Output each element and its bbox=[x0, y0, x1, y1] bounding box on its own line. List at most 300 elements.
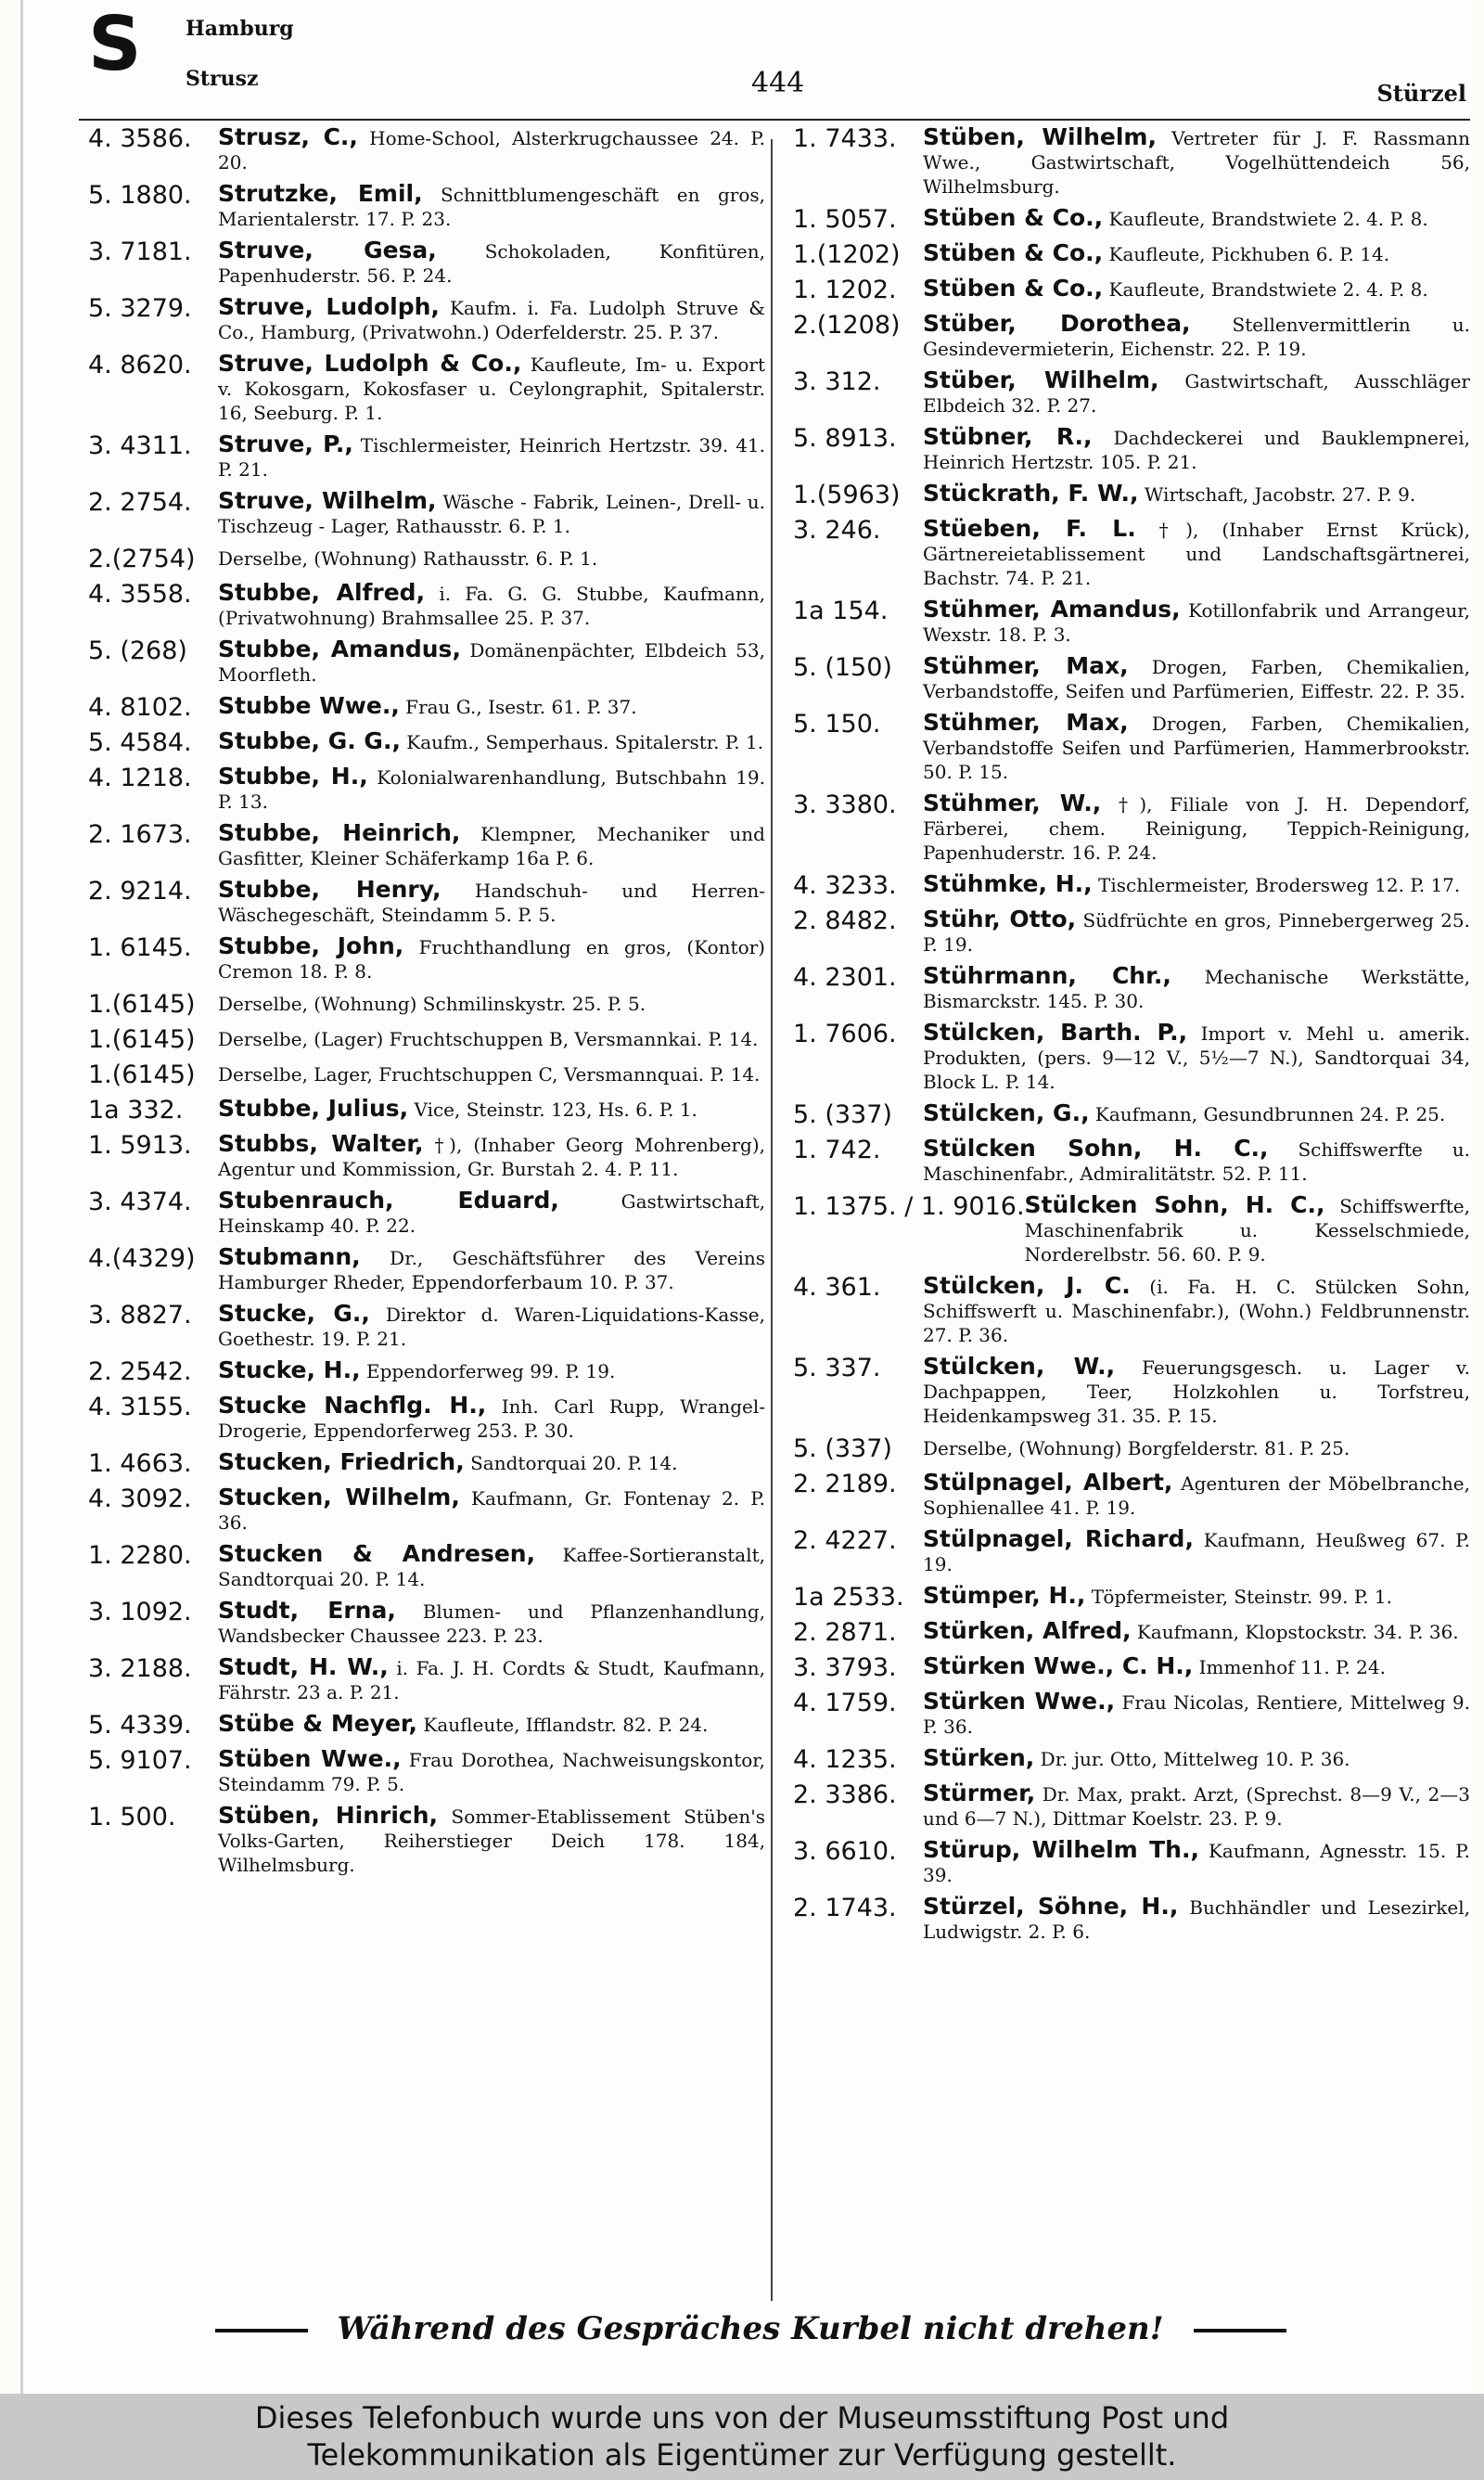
directory-entry bbox=[88, 1097, 765, 1124]
directory-entry bbox=[88, 1302, 765, 1351]
entry-body bbox=[218, 1542, 765, 1591]
directory-entry bbox=[88, 694, 765, 722]
entry-details: Frau G., Isestr. 61. P. 37. bbox=[399, 696, 637, 718]
subscriber-name: Stubbe, Amandus, bbox=[218, 636, 461, 662]
subscriber-name: Struve, Wilhelm, bbox=[218, 487, 437, 514]
entry-body bbox=[218, 1189, 765, 1238]
entry-body bbox=[218, 1804, 765, 1877]
entry-body bbox=[923, 312, 1470, 361]
directory-entry bbox=[793, 1895, 1470, 1944]
subscriber-name: Stucken, Wilhelm, bbox=[218, 1484, 460, 1510]
directory-entry bbox=[88, 489, 765, 538]
entry-body bbox=[923, 1690, 1470, 1739]
subscriber-name: Stubbs, Walter, bbox=[218, 1130, 424, 1157]
phone-number: 1.(1202) bbox=[793, 240, 901, 269]
entry-body bbox=[218, 432, 765, 482]
directory-entry bbox=[793, 598, 1470, 647]
entry-body bbox=[218, 182, 765, 231]
entry-body bbox=[218, 991, 765, 1016]
subscriber-name: Stühmke, H., bbox=[923, 870, 1093, 897]
phone-number: 1. 1375. / 1. 9016. bbox=[793, 1192, 1025, 1221]
subscriber-name: Stüben, Hinrich, bbox=[218, 1802, 439, 1829]
phone-number: 2. 8482. bbox=[793, 906, 897, 935]
phone-number: 1. 742. bbox=[793, 1136, 881, 1164]
directory-entry bbox=[88, 581, 765, 630]
entry-body bbox=[923, 1137, 1470, 1186]
phone-number: 4. 8102. bbox=[88, 693, 192, 722]
entry-details: Schnittblumengeschäft en gros, Marientalerstr. 17. P. 23. bbox=[218, 184, 765, 230]
subscriber-name: Stürken, Alfred, bbox=[923, 1617, 1132, 1644]
subscriber-name: Stüber, Wilhelm, bbox=[923, 366, 1159, 393]
directory-entry bbox=[793, 791, 1470, 865]
entry-details: Drogen, Farben, Chemikalien, Verbandstoffe, Seifen und Parfümerien, Eiffestr. 22. P. 35. bbox=[923, 656, 1470, 702]
entry-body bbox=[923, 1274, 1470, 1347]
phone-number: 5. 150. bbox=[793, 710, 881, 739]
entry-body bbox=[218, 765, 765, 814]
entry-body bbox=[923, 1746, 1470, 1771]
directory-entry bbox=[88, 1599, 765, 1648]
slogan-dash-right bbox=[1194, 2329, 1286, 2332]
directory-entry bbox=[793, 241, 1470, 269]
header-range-first-entry: Strusz bbox=[186, 67, 259, 91]
entry-details: Frau Nicolas, Rentiere, Mittelweg 9. P. 36. bbox=[923, 1691, 1470, 1738]
phone-number: 3. 4311. bbox=[88, 431, 192, 460]
entry-body bbox=[923, 1895, 1470, 1944]
phone-number: 4. 361. bbox=[793, 1273, 881, 1302]
directory-entry bbox=[88, 1132, 765, 1181]
entry-details: †), Filiale von J. H. Dependorf, Färberei, chem. Reinigung, Teppich-Reinigung, Papenhuderstr. 16. P. 24. bbox=[923, 793, 1470, 864]
subscriber-name: Stubenrauch, Eduard, bbox=[218, 1187, 559, 1214]
entry-details: Kaufmann, Gesundbrunnen 24. P. 25. bbox=[1089, 1103, 1446, 1125]
entry-details: Gastwirtschaft, Ausschläger Elbdeich 32. P. 27. bbox=[923, 370, 1470, 417]
slogan-text: Während des Gespräches Kurbel nicht drehen! bbox=[337, 2310, 1164, 2347]
column-divider bbox=[771, 139, 773, 2301]
phone-number: 5. (150) bbox=[793, 653, 892, 682]
subscriber-name: Stülpnagel, Albert, bbox=[923, 1469, 1173, 1496]
directory-entry bbox=[793, 368, 1470, 418]
subscriber-name: Stülcken, G., bbox=[923, 1099, 1090, 1126]
entry-details: Dr. jur. Otto, Mittelweg 10. P. 36. bbox=[1034, 1748, 1350, 1770]
phone-number: 1. 500. bbox=[88, 1803, 176, 1831]
entry-body bbox=[218, 1302, 765, 1351]
directory-entry bbox=[88, 295, 765, 344]
entry-details: Derselbe, Lager, Fruchtschuppen C, Versmannquai. P. 14. bbox=[218, 1063, 761, 1086]
entry-body bbox=[218, 878, 765, 927]
entry-details: Import v. Mehl u. amerik. Produkten, (pers. 9—12 V., 5½—7 N.), Sandtorquai 34, Block L. P. 14. bbox=[923, 1022, 1470, 1093]
subscriber-name: Strutzke, Emil, bbox=[218, 180, 423, 207]
entry-body bbox=[923, 206, 1470, 231]
subscriber-name: Stubbe, Julius, bbox=[218, 1095, 409, 1122]
directory-entry bbox=[88, 934, 765, 983]
entry-body bbox=[218, 637, 765, 687]
directory-entry bbox=[793, 1021, 1470, 1094]
phone-number: 4. 1218. bbox=[88, 764, 192, 792]
subscriber-name: Stüben Wwe., bbox=[218, 1745, 402, 1772]
section-letter: S bbox=[88, 1, 142, 87]
entry-details: i. Fa. J. H. Cordts & Studt, Kaufmann, Fährstr. 23 a. P. 21. bbox=[218, 1657, 765, 1703]
entry-details: Mechanische Werkstätte, Bismarckstr. 145. P. 30. bbox=[923, 966, 1470, 1012]
subscriber-name: Stüben & Co., bbox=[923, 239, 1104, 266]
entry-details: Feuerungsgesch. u. Lager v. Dachpappen, Teer, Holzkohlen u. Torfstreu, Heidenkampsweg 31. 35. P. 15. bbox=[923, 1356, 1470, 1427]
phone-number: 4.(4329) bbox=[88, 1244, 196, 1273]
phone-number: 4. 3233. bbox=[793, 871, 897, 900]
entry-details: Vice, Steinstr. 123, Hs. 6. P. 1. bbox=[408, 1099, 697, 1121]
phone-number: 1a 332. bbox=[88, 1096, 184, 1124]
phone-number: 1. 2280. bbox=[88, 1541, 192, 1570]
subscriber-name: Stülcken Sohn, H. C., bbox=[923, 1135, 1269, 1162]
subscriber-name: Stülpnagel, Richard, bbox=[923, 1525, 1194, 1552]
directory-entry bbox=[88, 1712, 765, 1740]
entry-details: Kaffee-Sortieranstalt, Sandtorquai 20. P. 14. bbox=[218, 1544, 765, 1590]
page-number: 444 bbox=[751, 67, 805, 99]
entry-details: Kaufleute, Brandstwiete 2. 4. P. 8. bbox=[1103, 208, 1428, 230]
phone-number: 1. 1202. bbox=[793, 276, 897, 304]
entry-body bbox=[218, 1026, 765, 1051]
directory-entry bbox=[88, 1394, 765, 1443]
entry-details: Direktor d. Waren-Liquidations-Kasse, Goethestr. 19. P. 21. bbox=[218, 1304, 765, 1350]
phone-number: 1.(6145) bbox=[88, 1060, 196, 1089]
entry-body bbox=[218, 1132, 765, 1181]
entry-body bbox=[218, 1097, 765, 1122]
subscriber-name: Stüben & Co., bbox=[923, 275, 1104, 302]
phone-number: 1.(6145) bbox=[88, 1025, 196, 1054]
subscriber-name: Stübner, R., bbox=[923, 423, 1093, 450]
phone-number: 2. 2871. bbox=[793, 1618, 897, 1647]
phone-number: 4. 1235. bbox=[793, 1745, 897, 1774]
phone-number: 3. 4374. bbox=[88, 1188, 192, 1216]
slogan-dash-left bbox=[215, 2329, 308, 2332]
entry-body bbox=[923, 1355, 1470, 1428]
subscriber-name: Stührmann, Chr., bbox=[923, 962, 1171, 989]
entry-details: Derselbe, (Wohnung) Rathausstr. 6. P. 1. bbox=[218, 547, 598, 570]
entry-body bbox=[218, 694, 765, 719]
entry-body bbox=[218, 1394, 765, 1443]
entry-body bbox=[218, 489, 765, 538]
entry-details: †), (Inhaber Georg Mohrenberg), Agentur und Kommission, Gr. Burstah 2. 4. P. 11. bbox=[218, 1134, 765, 1180]
phone-number: 2. 2189. bbox=[793, 1470, 897, 1498]
entry-details: Dr. Max, prakt. Arzt, (Sprechst. 8—9 V., 2—3 und 6—7 N.), Dittmar Koelstr. 23. P. 9. bbox=[923, 1783, 1470, 1830]
directory-entry bbox=[88, 1655, 765, 1704]
phone-number: 5. 1880. bbox=[88, 181, 192, 210]
entry-body bbox=[218, 295, 765, 344]
subscriber-name: Stubbe, G. G., bbox=[218, 727, 401, 754]
phone-number: 1. 4663. bbox=[88, 1449, 192, 1478]
directory-entry bbox=[793, 1838, 1470, 1887]
entry-body bbox=[923, 1527, 1470, 1576]
phone-number: 4. 2301. bbox=[793, 963, 897, 992]
directory-entry bbox=[88, 1542, 765, 1591]
entry-body bbox=[218, 1450, 765, 1475]
subscriber-name: Stühmer, Max, bbox=[923, 709, 1129, 736]
subscriber-name: Stürzel, Söhne, H., bbox=[923, 1893, 1179, 1920]
subscriber-name: Stüber, Dorothea, bbox=[923, 310, 1191, 337]
phone-number: 1a 154. bbox=[793, 597, 889, 625]
entry-details: Töpfermeister, Steinstr. 99. P. 1. bbox=[1085, 1586, 1393, 1608]
subscriber-name: Stürken Wwe., bbox=[923, 1688, 1116, 1715]
entry-details: Tischlermeister, Heinrich Hertzstr. 39. 41. P. 21. bbox=[218, 434, 765, 481]
directory-entry bbox=[793, 1690, 1470, 1739]
subscriber-name: Stürup, Wilhelm Th., bbox=[923, 1836, 1199, 1863]
subscriber-name: Stucke Nachflg. H., bbox=[218, 1392, 487, 1419]
phone-number: 3. 8827. bbox=[88, 1301, 192, 1330]
subscriber-name: Stühmer, W., bbox=[923, 790, 1102, 816]
entry-body bbox=[923, 964, 1470, 1013]
subscriber-name: Stucke, G., bbox=[218, 1300, 370, 1327]
phone-number: 2. 4227. bbox=[793, 1526, 897, 1555]
entry-details: Gastwirtschaft, Heinskamp 40. P. 22. bbox=[218, 1190, 765, 1237]
subscriber-name: Stucken & Andresen, bbox=[218, 1540, 536, 1567]
entry-details: Buchhändler und Lesezirkel, Ludwigstr. 2. P. 6. bbox=[923, 1896, 1470, 1943]
entry-details: Kaufmann, Klopstockstr. 34. P. 36. bbox=[1131, 1621, 1459, 1643]
directory-entry bbox=[793, 482, 1470, 509]
footer-slogan bbox=[23, 2310, 1478, 2347]
entry-body bbox=[923, 482, 1470, 507]
directory-entry bbox=[793, 1101, 1470, 1129]
subscriber-name: Stürmer, bbox=[923, 1780, 1036, 1806]
entry-details: Klempner, Mechaniker und Gasfitter, Kleiner Schäferkamp 16a P. 6. bbox=[218, 823, 765, 869]
entry-details: Kaufmann, Heußweg 67. P. 19. bbox=[923, 1529, 1470, 1575]
entry-body bbox=[218, 1747, 765, 1796]
entry-details: Inh. Carl Rupp, Wrangel-Drogerie, Eppendorferweg 253. P. 30. bbox=[218, 1395, 765, 1442]
phone-number: 4. 8620. bbox=[88, 351, 192, 379]
phone-number: 4. 3586. bbox=[88, 124, 192, 153]
directory-entry bbox=[88, 1485, 765, 1535]
entry-details: Drogen, Farben, Chemikalien, Verbandstoffe Seifen und Parfümerien, Hammerbrookstr. 50. P. 15. bbox=[923, 713, 1470, 783]
directory-entry bbox=[88, 1804, 765, 1877]
entry-body bbox=[923, 1781, 1470, 1831]
subscriber-name: Struve, Gesa, bbox=[218, 237, 437, 263]
phone-number: 3. 6610. bbox=[793, 1837, 897, 1866]
entry-details: Derselbe, (Wohnung) Borgfelderstr. 81. P. 25. bbox=[923, 1437, 1350, 1459]
entry-body bbox=[923, 1435, 1470, 1460]
subscriber-name: Stülcken, Barth. P., bbox=[923, 1019, 1188, 1046]
entry-body bbox=[218, 546, 765, 571]
directory-entry bbox=[88, 878, 765, 927]
phone-number: 5. (337) bbox=[793, 1100, 892, 1129]
entry-body bbox=[923, 276, 1470, 302]
entry-details: Kaufmann, Agnesstr. 15. P. 39. bbox=[923, 1840, 1470, 1886]
phone-number: 1a 2533. bbox=[793, 1583, 904, 1612]
phone-number: 3. 2188. bbox=[88, 1654, 192, 1683]
left-column bbox=[88, 125, 765, 2301]
entry-body bbox=[1025, 1193, 1470, 1266]
museum-notice-line-1: Dieses Telefonbuch wurde uns von der Museumsstiftung Post und bbox=[254, 2400, 1230, 2435]
entry-details: Vertreter für J. F. Rassmann Wwe., Gastwirtschaft, Vogelhüttendeich 56, Wilhelmsburg. bbox=[923, 127, 1471, 198]
phone-number: 2. 2542. bbox=[88, 1357, 192, 1386]
directory-entry bbox=[88, 1358, 765, 1386]
directory-entry bbox=[88, 1747, 765, 1796]
directory-entry bbox=[88, 1026, 765, 1054]
phone-number: 5. (337) bbox=[793, 1434, 892, 1463]
entry-body bbox=[218, 352, 765, 425]
directory-entry bbox=[793, 1355, 1470, 1428]
entry-details: Südfrüchte en gros, Pinnebergerweg 25. P. 19. bbox=[923, 909, 1470, 956]
entry-details: Dr., Geschäftsführer des Vereins Hamburger Rheder, Eppendorferbaum 10. P. 37. bbox=[218, 1247, 765, 1293]
phone-number: 4. 3092. bbox=[88, 1484, 192, 1513]
subscriber-name: Struve, Ludolph, bbox=[218, 293, 440, 320]
entry-body bbox=[923, 1021, 1470, 1094]
entry-body bbox=[218, 1358, 765, 1383]
directory-page bbox=[20, 0, 1478, 2394]
museum-notice-bar bbox=[0, 2394, 1484, 2480]
subscriber-name: Stucken, Friedrich, bbox=[218, 1448, 465, 1475]
directory-entry bbox=[88, 1450, 765, 1478]
museum-notice-line-2: Telekommunikation als Eigentümer zur Verfügung gestellt. bbox=[307, 2437, 1177, 2473]
phone-number: 2. 3386. bbox=[793, 1780, 897, 1809]
subscriber-name: Stückrath, F. W., bbox=[923, 480, 1139, 507]
directory-entry bbox=[793, 1193, 1470, 1266]
phone-number: 3. 1092. bbox=[88, 1598, 192, 1626]
directory-entry bbox=[793, 1471, 1470, 1520]
subscriber-name: Stubmann, bbox=[218, 1243, 361, 1270]
entry-details: Blumen- und Pflanzenhandlung, Wandsbecker Chaussee 223. P. 23. bbox=[218, 1600, 766, 1647]
phone-number: 3. 3380. bbox=[793, 790, 897, 819]
entry-details: Home-School, Alsterkrugchaussee 24. P. 20. bbox=[218, 127, 765, 173]
entry-details: Schiffswerfte u. Maschinenfabr., Admiralitätstr. 52. P. 11. bbox=[923, 1138, 1470, 1185]
phone-number: 5. 337. bbox=[793, 1354, 881, 1382]
subscriber-name: Stümper, H., bbox=[923, 1582, 1086, 1609]
phone-number: 2. 1673. bbox=[88, 820, 192, 849]
header-range-start: Hamburg bbox=[186, 17, 294, 41]
entry-body bbox=[923, 1584, 1470, 1609]
directory-entry bbox=[793, 907, 1470, 957]
directory-entry bbox=[793, 1619, 1470, 1647]
directory-entry bbox=[88, 1189, 765, 1238]
entry-details: Wäsche - Fabrik, Leinen-, Drell- u. Tischzeug - Lager, Rathausstr. 6. P. 1. bbox=[218, 491, 766, 537]
directory-entry bbox=[88, 1245, 765, 1294]
phone-number: 3. 3793. bbox=[793, 1653, 897, 1682]
subscriber-name: Stürken, bbox=[923, 1744, 1035, 1771]
directory-entry bbox=[793, 711, 1470, 784]
subscriber-name: Stubbe, Alfred, bbox=[218, 579, 426, 606]
entry-details: Fruchthandlung en gros, (Kontor) Cremon 18. P. 8. bbox=[218, 936, 765, 983]
directory-entry bbox=[793, 312, 1470, 361]
entry-details: Agenturen der Möbelbranche, Sophienallee 41. P. 19. bbox=[923, 1472, 1470, 1519]
subscriber-name: Stubbe, Henry, bbox=[218, 876, 441, 903]
directory-entry bbox=[793, 1654, 1470, 1682]
phone-number: 5. 4584. bbox=[88, 728, 192, 757]
subscriber-name: Stühmer, Amandus, bbox=[923, 596, 1181, 623]
directory-entry bbox=[793, 1274, 1470, 1347]
phone-number: 2.(2754) bbox=[88, 545, 196, 573]
directory-entry bbox=[793, 425, 1470, 474]
phone-number: 1. 7606. bbox=[793, 1020, 897, 1048]
directory-entry bbox=[793, 964, 1470, 1013]
directory-entry bbox=[793, 872, 1470, 900]
entry-body bbox=[923, 654, 1470, 703]
subscriber-name: Stübe & Meyer, bbox=[218, 1710, 418, 1737]
entry-body bbox=[923, 1619, 1470, 1644]
entry-body bbox=[923, 517, 1470, 590]
entry-body bbox=[923, 598, 1470, 647]
subscriber-name: Stubbe, Heinrich, bbox=[218, 819, 461, 846]
phone-number: 1. 5913. bbox=[88, 1131, 192, 1160]
header-rule bbox=[79, 119, 1470, 121]
header-range-last-entry: Stürzel bbox=[1376, 80, 1466, 107]
phone-number: 5. 4339. bbox=[88, 1711, 192, 1740]
entry-body bbox=[923, 711, 1470, 784]
entry-body bbox=[218, 125, 765, 174]
directory-entry bbox=[88, 352, 765, 425]
phone-number: 3. 7181. bbox=[88, 238, 192, 266]
subscriber-name: Stubbe Wwe., bbox=[218, 692, 400, 719]
subscriber-name: Stubbe, John, bbox=[218, 932, 404, 959]
entry-body bbox=[218, 1485, 765, 1535]
directory-entry bbox=[793, 1527, 1470, 1576]
entry-body bbox=[923, 872, 1470, 897]
entry-body bbox=[923, 907, 1470, 957]
entry-body bbox=[218, 1245, 765, 1294]
entry-details: Kaufleute, Brandstwiete 2. 4. P. 8. bbox=[1103, 278, 1428, 301]
subscriber-name: Stüben & Co., bbox=[923, 204, 1104, 231]
directory-entry bbox=[793, 517, 1470, 590]
subscriber-name: Stüeben, F. L. bbox=[923, 515, 1136, 542]
entry-details: Kaufleute, Im- u. Export v. Kokosgarn, Kokosfaser u. Ceylongraphit, Spitalerstr. 16, Seeburg. P. 1. bbox=[218, 353, 765, 424]
entry-body bbox=[923, 368, 1470, 418]
phone-number: 4. 3155. bbox=[88, 1393, 192, 1421]
subscriber-name: Stürken Wwe., C. H., bbox=[923, 1652, 1194, 1679]
phone-number: 4. 3558. bbox=[88, 580, 192, 609]
directory-entry bbox=[793, 1746, 1470, 1774]
phone-number: 5. 3279. bbox=[88, 294, 192, 323]
entry-details: Schiffswerfte, Maschinenfabrik u. Kesselschmiede, Norderelbstr. 56. 60. P. 9. bbox=[1024, 1195, 1470, 1266]
phone-number: 1. 5057. bbox=[793, 205, 897, 234]
entry-body bbox=[923, 425, 1470, 474]
phone-number: 1.(6145) bbox=[88, 990, 196, 1019]
entry-details: Eppendorferweg 99. P. 19. bbox=[360, 1360, 616, 1382]
phone-number: 5. (268) bbox=[88, 636, 187, 665]
entry-body bbox=[218, 581, 765, 630]
subscriber-name: Stühmer, Max, bbox=[923, 652, 1129, 679]
directory-entry bbox=[88, 637, 765, 687]
entry-details: Wirtschaft, Jacobstr. 27. P. 9. bbox=[1138, 483, 1416, 506]
entry-body bbox=[923, 125, 1470, 199]
phone-number: 3. 246. bbox=[793, 516, 881, 545]
subscriber-name: Stüben, Wilhelm, bbox=[923, 123, 1157, 150]
directory-entry bbox=[793, 1584, 1470, 1612]
entry-details: Dachdeckerei und Bauklempnerei, Heinrich Hertzstr. 105. P. 21. bbox=[923, 427, 1470, 473]
entry-body bbox=[218, 821, 765, 870]
subscriber-name: Stülcken, J. C. bbox=[923, 1272, 1131, 1299]
right-column bbox=[793, 125, 1470, 2301]
entry-body bbox=[218, 1655, 765, 1704]
entry-body bbox=[218, 238, 765, 288]
entry-details: Kaufm., Semperhaus. Spitalerstr. P. 1. bbox=[400, 731, 764, 753]
entry-details: Handschuh- und Herren-Wäschegeschäft, Steindamm 5. P. 5. bbox=[218, 880, 765, 926]
directory-entry bbox=[88, 821, 765, 870]
subscriber-name: Strusz, C., bbox=[218, 123, 358, 150]
subscriber-name: Stülcken Sohn, H. C., bbox=[1024, 1191, 1325, 1218]
page-header bbox=[23, 0, 1478, 135]
entry-details: i. Fa. G. G. Stubbe, Kaufmann, (Privatwohnung) Brahmsallee 25. P. 37. bbox=[218, 583, 765, 629]
subscriber-name: Stubbe, H., bbox=[218, 763, 368, 790]
phone-number: 5. 8913. bbox=[793, 424, 897, 453]
entry-details: Kaufmann, Gr. Fontenay 2. P. 36. bbox=[218, 1487, 765, 1534]
subscriber-name: Stülcken, W., bbox=[923, 1353, 1116, 1380]
subscriber-name: Stühr, Otto, bbox=[923, 906, 1077, 932]
entry-details: Kaufm. i. Fa. Ludolph Struve & Co., Hamburg, (Privatwohn.) Oderfelderstr. 25. P. 37. bbox=[218, 297, 765, 343]
directory-entry bbox=[88, 432, 765, 482]
directory-entry bbox=[88, 991, 765, 1019]
entry-details: Kaufleute, Pickhuben 6. P. 14. bbox=[1103, 243, 1390, 265]
entry-details: Sommer-Etablissement Stüben's Volks-Garten, Reiherstieger Deich 178. 184, Wilhelmsburg. bbox=[218, 1805, 765, 1876]
directory-entry bbox=[793, 654, 1470, 703]
entry-details: Sandtorquai 20. P. 14. bbox=[464, 1452, 678, 1474]
directory-entry bbox=[88, 125, 765, 174]
entry-body bbox=[923, 1101, 1470, 1126]
directory-entry bbox=[88, 729, 765, 757]
phone-number: 2. 1743. bbox=[793, 1894, 897, 1922]
